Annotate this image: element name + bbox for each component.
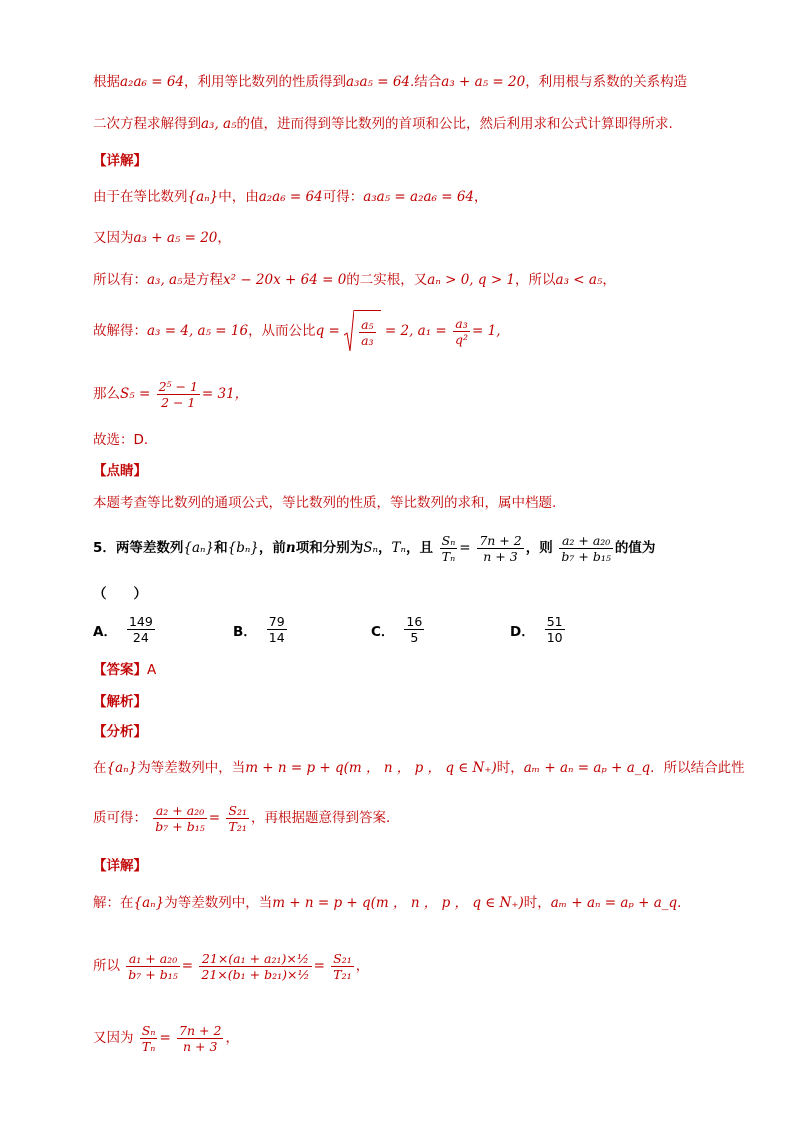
analysis-line-2	[93, 114, 673, 134]
fraction	[267, 614, 287, 645]
text: 是方程	[182, 272, 224, 288]
fraction-numerator: Sₙ	[441, 532, 456, 548]
text: 二次方程求解得到	[93, 116, 201, 132]
detail-line-2	[93, 228, 231, 248]
text: 5．两等差数列	[93, 540, 184, 556]
fraction-numerator: Sₙ	[141, 1022, 156, 1038]
fraction-numerator: 7n + 2	[179, 1022, 222, 1038]
fraction-denominator: a₃	[361, 332, 374, 348]
option-label: A．	[93, 623, 117, 640]
text: 可得：	[322, 189, 364, 205]
jiexi-heading: 【解析】	[93, 694, 147, 710]
answer-paren: （ ）	[93, 586, 147, 602]
fraction-denominator: 24	[132, 630, 149, 645]
text: 又因为	[93, 230, 134, 246]
fraction	[453, 316, 470, 347]
text: 的二实根，又	[346, 272, 428, 288]
fraction-numerator: a₅	[361, 316, 374, 332]
math: a₃ = 4, a₅ = 16	[147, 323, 249, 339]
fraction	[477, 533, 523, 564]
fraction-numerator: 16	[406, 614, 423, 629]
math: a₃ < a₅	[555, 272, 603, 288]
answer-line	[93, 660, 156, 680]
text: 为等差数列中，当	[164, 895, 273, 911]
sqrt-expression	[344, 310, 380, 352]
math: m + n = p + q(m ， n ， p ， q ∈ N₊)	[245, 760, 497, 776]
option-label: B．	[233, 623, 257, 640]
fraction	[404, 614, 424, 645]
option-b[interactable]	[233, 614, 289, 645]
math: {aₙ}	[183, 540, 215, 556]
fraction-numerator: S₂₁	[333, 950, 352, 966]
text: 中，由	[218, 189, 259, 205]
fraction	[177, 1023, 223, 1054]
math: a₂a₆ = 64	[258, 189, 323, 205]
fraction	[126, 951, 179, 982]
detail2-heading: 【详解】	[93, 858, 147, 874]
fraction-numerator: a₂ + a₂₀	[153, 803, 206, 819]
math: a₃, a₅	[201, 116, 237, 132]
detail2-line-2	[93, 944, 369, 988]
detail-line-3	[93, 270, 616, 290]
text: ．	[677, 895, 691, 911]
math: x² − 20x + 64 = 0	[223, 272, 347, 288]
math: = 31，	[201, 386, 249, 402]
fenxi-line-2	[93, 798, 399, 838]
fraction	[559, 533, 612, 564]
option-d[interactable]	[510, 614, 567, 645]
option-c[interactable]	[371, 614, 426, 645]
math: Sₙ	[363, 540, 378, 556]
math: a₃, a₅	[147, 272, 183, 288]
math: m + n = p + q(m ， n ， p ， q ∈ N₊)	[272, 895, 524, 911]
fraction-denominator: b₇ + b₁₅	[128, 966, 178, 982]
answer-value: A	[147, 662, 157, 678]
fraction	[331, 951, 354, 982]
math: =	[208, 810, 221, 826]
math: aₘ + aₙ = aₚ + a_q	[550, 895, 678, 911]
detail-line-4	[93, 310, 501, 352]
detail2-line-1	[93, 893, 691, 913]
math: q =	[315, 323, 340, 339]
fraction	[153, 803, 206, 834]
fraction-numerator: a₁ + a₂₀	[126, 951, 179, 967]
fraction-denominator: 5	[410, 630, 419, 645]
option-label: D．	[510, 623, 535, 640]
answer-heading: 【答案】	[93, 662, 147, 678]
text: 和	[214, 540, 228, 556]
fraction-numerator: 7n + 2	[479, 532, 522, 548]
text: 所以有：	[93, 272, 147, 288]
text: ，	[217, 230, 231, 246]
math: Tₙ	[391, 540, 406, 556]
math: n	[285, 540, 296, 556]
fraction-denominator: 10	[546, 630, 563, 645]
text: 故解得：	[93, 323, 147, 339]
fraction-denominator: Tₙ	[441, 548, 456, 564]
option-a[interactable]	[93, 614, 157, 645]
fraction-numerator: S₂₁	[228, 802, 247, 818]
detail-line-5	[93, 374, 248, 414]
text: ，从而公比	[248, 323, 316, 339]
fraction-denominator: n + 3	[483, 548, 518, 564]
fraction	[440, 533, 458, 564]
text: 所以	[93, 958, 120, 974]
math: aₙ > 0, q > 1	[427, 272, 516, 288]
fraction-numerator: 21×(a₁ + a₂₁)×½	[199, 951, 311, 967]
math: {bₙ}	[227, 540, 259, 556]
text: 质可得：	[93, 810, 147, 826]
fenxi-heading: 【分析】	[93, 724, 147, 740]
math: =	[181, 958, 194, 974]
point-text: 本题考查等比数列的通项公式，等比数列的性质，等比数列的求和，属中档题.	[93, 495, 557, 511]
fraction-numerator: 51	[546, 614, 563, 629]
text: 的值为	[614, 540, 656, 556]
text: ，利用根与系数的关系构造	[525, 74, 688, 90]
fraction-denominator: 14	[268, 630, 285, 645]
point-heading: 【点睛】	[93, 463, 147, 479]
math: = 1,	[472, 323, 501, 339]
fraction-numerator: a₃	[453, 316, 470, 332]
text: 的值，进而得到等比数列的首项和公比，然后利用求和公式计算即得所求.	[236, 116, 673, 132]
detail-heading: 【详解】	[93, 153, 147, 169]
option-label: C．	[371, 623, 395, 640]
fraction-denominator: b₇ + b₁₅	[155, 818, 205, 834]
radical-sign	[344, 310, 354, 352]
fraction-denominator: n + 3	[183, 1038, 218, 1054]
text: 解：在	[93, 895, 134, 911]
text: ，	[355, 958, 370, 974]
text: ，	[377, 540, 392, 556]
math: aₘ + aₙ = aₚ + a_q	[523, 760, 651, 776]
text: ，且	[405, 540, 433, 556]
fraction	[157, 379, 200, 410]
math: a₃a₅ = 64	[346, 74, 410, 90]
text: ，	[225, 1030, 239, 1046]
math: a₃ + a₅ = 20	[441, 74, 526, 90]
text: 时，	[496, 760, 524, 776]
fraction	[226, 803, 249, 834]
text: ，	[474, 189, 488, 205]
math: {aₙ}	[133, 895, 165, 911]
text: 由于在等比数列	[93, 189, 188, 205]
fraction-numerator: 79	[268, 614, 285, 629]
question-5	[93, 528, 655, 568]
text: ，利用等比数列的性质得到	[184, 74, 346, 90]
fraction	[140, 1023, 158, 1054]
text: 那么	[93, 386, 120, 402]
fraction-denominator: 2 − 1	[161, 394, 196, 410]
math: a₃ + a₅ = 20	[133, 230, 218, 246]
text: ．所以结合此性	[650, 760, 745, 776]
detail-choice: 故选：D．	[93, 432, 158, 448]
text: 在	[93, 760, 107, 776]
math: = 2, a₁ =	[384, 323, 447, 339]
fraction-denominator: T₂₁	[228, 818, 247, 834]
math: S₅ =	[120, 386, 151, 402]
fraction	[199, 951, 311, 982]
text: 项和分别为	[295, 540, 364, 556]
math: {aₙ}	[187, 189, 219, 205]
math: =	[459, 540, 471, 556]
text: ，所以	[515, 272, 556, 288]
fraction	[545, 614, 565, 645]
math: a₂a₆ = 64	[120, 74, 184, 90]
math: =	[313, 958, 325, 974]
math: =	[159, 1030, 171, 1046]
text: ，则	[525, 540, 553, 556]
fraction-numerator: a₂ + a₂₀	[559, 533, 612, 549]
text: 又因为	[93, 1030, 134, 1046]
fraction-denominator: 21×(b₁ + b₂₁)×½	[201, 966, 310, 982]
math: {aₙ}	[106, 760, 138, 776]
text: ，前	[258, 540, 286, 556]
fenxi-line-1	[93, 758, 745, 778]
fraction-denominator: T₂₁	[333, 966, 352, 982]
text: .结合	[410, 74, 442, 90]
analysis-line-1	[93, 72, 687, 92]
detail2-line-3	[93, 1018, 239, 1058]
detail-line-1	[93, 187, 488, 207]
math: a₃a₅ = a₂a₆ = 64	[363, 189, 475, 205]
text: ，再根据题意得到答案．	[250, 810, 400, 826]
fraction-denominator: Tₙ	[141, 1038, 156, 1054]
text: 根据	[93, 74, 120, 90]
text: 为等差数列中，当	[137, 760, 246, 776]
fraction	[127, 614, 155, 645]
fraction-numerator: 149	[128, 614, 153, 629]
fraction-numerator: 2⁵ − 1	[158, 378, 198, 394]
text: ，	[602, 272, 616, 288]
fraction-denominator: q²	[455, 331, 469, 347]
text: 时，	[523, 895, 551, 911]
fraction-denominator: b₇ + b₁₅	[561, 548, 611, 564]
